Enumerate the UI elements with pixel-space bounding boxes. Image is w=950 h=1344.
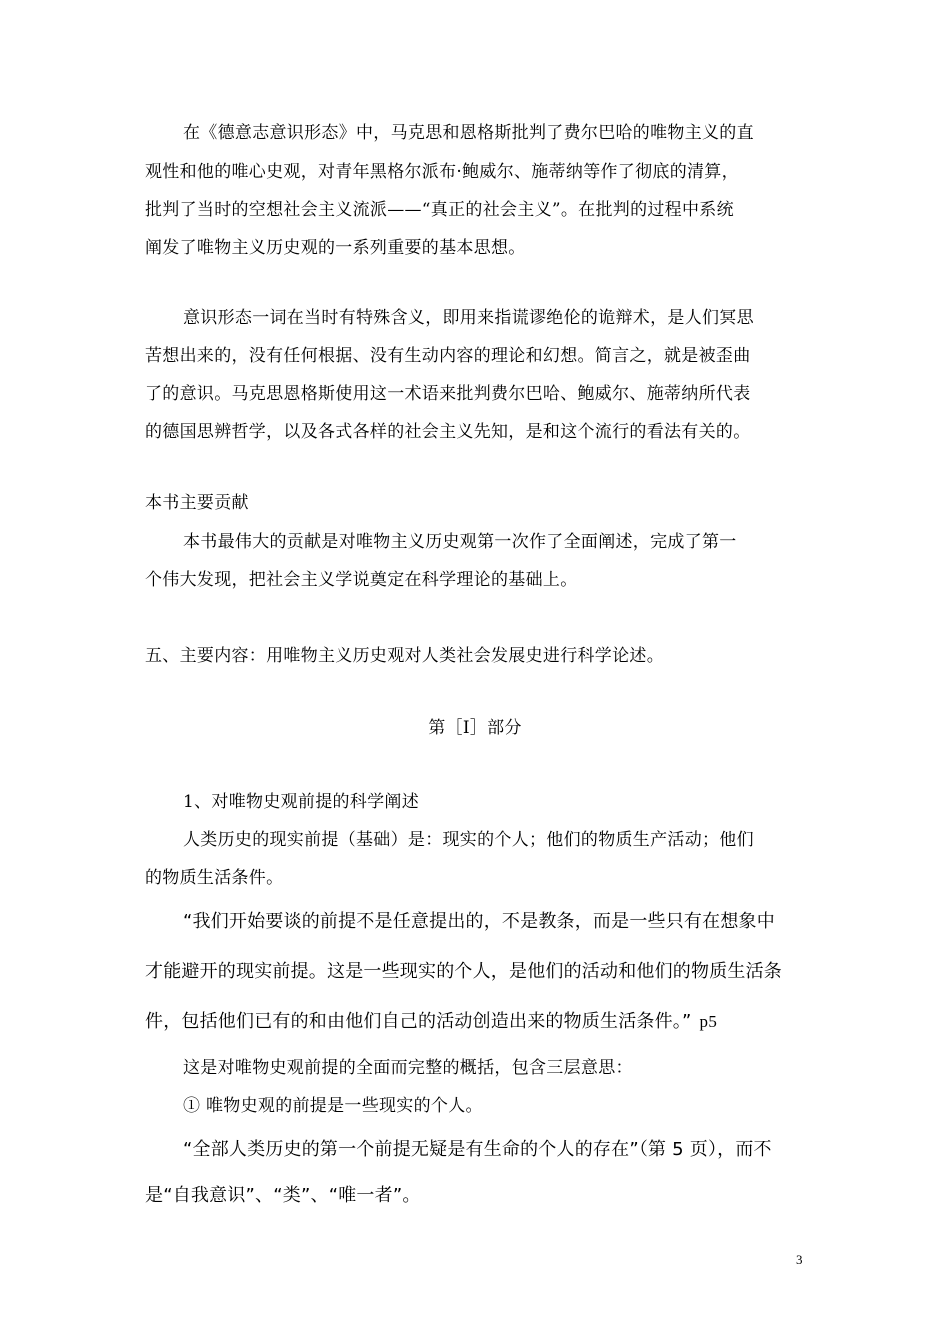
para5: 这是对唯物史观前提的全面而完整的概括，包含三层意思： <box>183 1058 633 1078</box>
para2-line-4: 的德国思辨哲学，以及各式各样的社会主义先知，是和这个流行的看法有关的。 <box>145 422 751 442</box>
para3-line-1: 本书最伟大的贡献是对唯物主义历史观第一次作了全面阐述，完成了第一 <box>183 532 737 552</box>
para1-line-4: 阐发了唯物主义历史观的一系列重要的基本思想。 <box>145 238 526 258</box>
point1: ① 唯物史观的前提是一些现实的个人。 <box>183 1096 483 1116</box>
para4-line-2: 的物质生活条件。 <box>145 868 284 888</box>
heading-main-content: 五、主要内容：用唯物主义历史观对人类社会发展史进行科学论述。 <box>145 646 664 666</box>
quote1-line-3-text: 件，包括他们已有的和由他们自己的活动创造出来的物质生活条件。” <box>145 1011 692 1032</box>
para1-line-2: 观性和他的唯心史观，对青年黑格尔派布·鲍威尔、施蒂纳等作了彻底的清算， <box>145 162 739 182</box>
quote1-line-3 <box>145 1010 717 1034</box>
para2-line-1: 意识形态一词在当时有特殊含义，即用来指谎谬绝伦的诡辩术，是人们冥思 <box>183 308 754 328</box>
para1-line-1: 在《德意志意识形态》中，马克思和恩格斯批判了费尔巴哈的唯物主义的直 <box>183 123 754 143</box>
quote2-line-1: “全部人类历史的第一个前提无疑是有生命的个人的存在”（第 5 页），而不 <box>183 1139 772 1160</box>
quote1-line-1: “我们开始要谈的前提不是任意提出的，不是教条，而是一些只有在想象中 <box>183 911 775 932</box>
para1-line-3: 批判了当时的空想社会主义流派——“真正的社会主义”。在批判的过程中系统 <box>145 200 734 220</box>
para2-line-3: 了的意识。马克思恩格斯使用这一术语来批判费尔巴哈、鲍威尔、施蒂纳所代表 <box>145 384 751 404</box>
section1-title: 1、对唯物史观前提的科学阐述 <box>183 792 420 812</box>
quote1-line-2: 才能避开的现实前提。这是一些现实的个人，是他们的活动和他们的物质生活条 <box>145 961 782 982</box>
para2-line-2: 苦想出来的，没有任何根据、没有生动内容的理论和幻想。简言之，就是被歪曲 <box>145 346 751 366</box>
part-title: 第［Ⅰ］部分 <box>428 718 522 738</box>
para3-line-2: 个伟大发现，把社会主义学说奠定在科学理论的基础上。 <box>145 570 578 590</box>
heading-contribution: 本书主要贡献 <box>145 493 249 513</box>
quote2-line-2: 是“自我意识”、“类”、“唯一者”。 <box>145 1185 421 1206</box>
page-number: 3 <box>796 1252 803 1267</box>
quote1-page-ref: p5 <box>699 1012 718 1031</box>
para4-line-1: 人类历史的现实前提（基础）是：现实的个人；他们的物质生产活动；他们 <box>183 830 754 850</box>
